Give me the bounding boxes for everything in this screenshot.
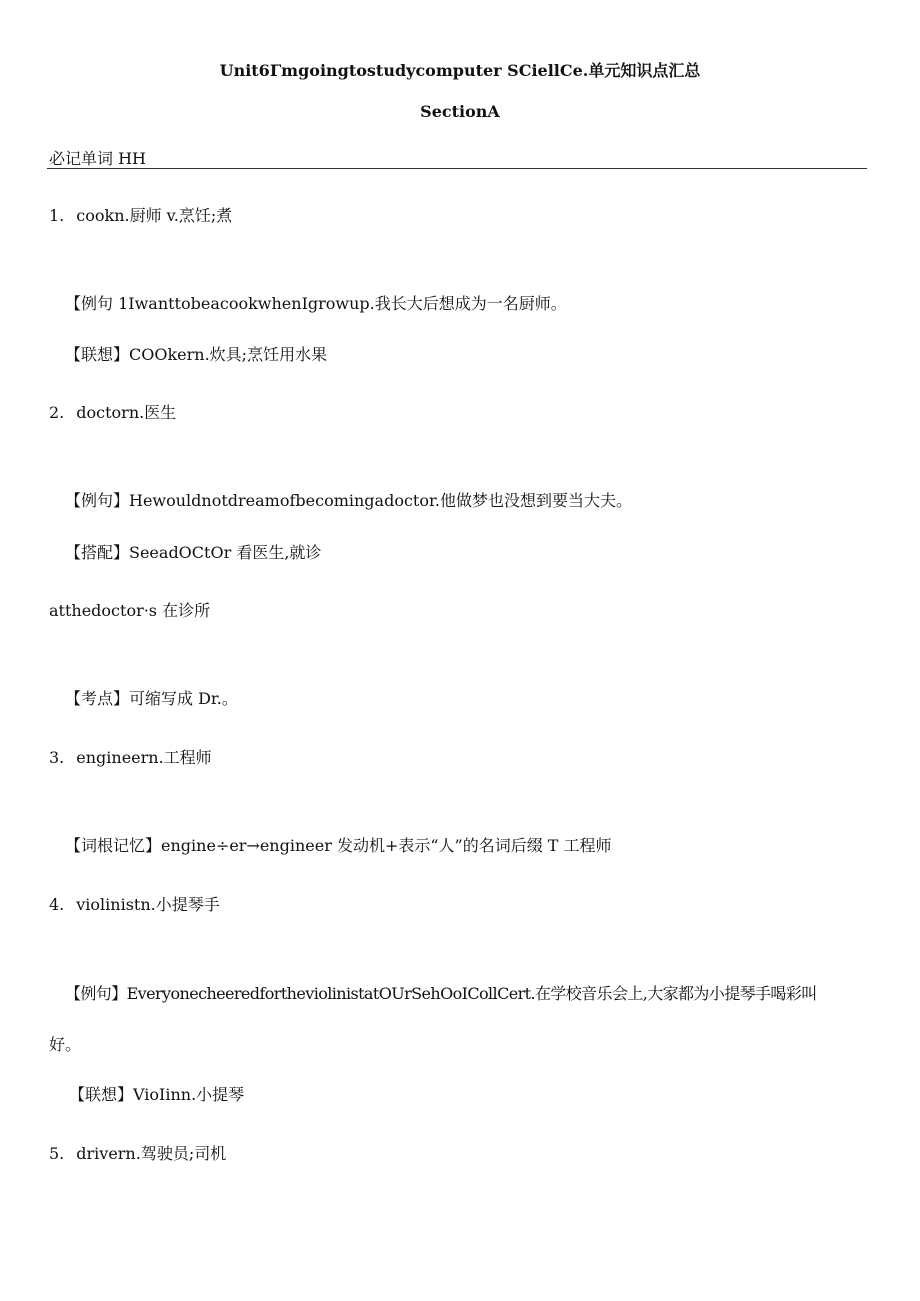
example-sentence: 【例句】Hewouldnotdreamofbecomingadoctor.他做梦也没想到要当大夫。 [65, 491, 632, 510]
item-word: engineern.工程师 [76, 748, 212, 767]
collocation: atthedoctor·s 在诊所 [49, 601, 211, 620]
list-item [49, 400, 176, 423]
example-continuation: 好。 [49, 1035, 82, 1054]
item-word: drivern.驾驶员;司机 [76, 1144, 227, 1163]
collocation: 【搭配】SeeadOCtOr 看医生,就诊 [65, 543, 322, 562]
root-memory: 【词根记忆】engine÷er→engineer 发动机+表示“人”的名词后缀 T 工程师 [65, 836, 612, 855]
association: 【联想】VioIinn.小提琴 [69, 1085, 245, 1104]
item-word: doctorn.医生 [76, 403, 177, 422]
item-number: 3. [49, 748, 65, 767]
item-number: 4. [49, 895, 65, 914]
item-number: 1. [49, 206, 65, 225]
example-sentence: 【例句】EveryonecheeredfortheviolinistatOUrSehOoICollCert.在学校音乐会上,大家都为小提琴手喝彩叫 [65, 984, 817, 1003]
list-item [49, 203, 232, 226]
example-sentence: 【例句 1IwanttobeacookwhenIgrowup.我长大后想成为一名厨师。 [65, 294, 567, 313]
list-item [49, 1141, 226, 1164]
section-heading: 必记单词 HH [49, 149, 146, 168]
item-number: 5. [49, 1144, 65, 1163]
document-title: Unit6Γmgoingtostudycomputer SCiellCe.单元知识点汇总 [219, 61, 701, 80]
list-item [49, 892, 220, 915]
association: 【联想】COOkern.炊具;烹饪用水果 [65, 345, 328, 364]
divider [47, 168, 867, 169]
list-item [49, 745, 212, 768]
section-title: SectionA [420, 102, 500, 121]
item-word: violinistn.小提琴手 [76, 895, 220, 914]
item-word: cookn.厨师 v.烹饪;煮 [76, 206, 233, 225]
item-number: 2. [49, 403, 65, 422]
exam-note: 【考点】可缩写成 Dr.。 [65, 689, 238, 708]
